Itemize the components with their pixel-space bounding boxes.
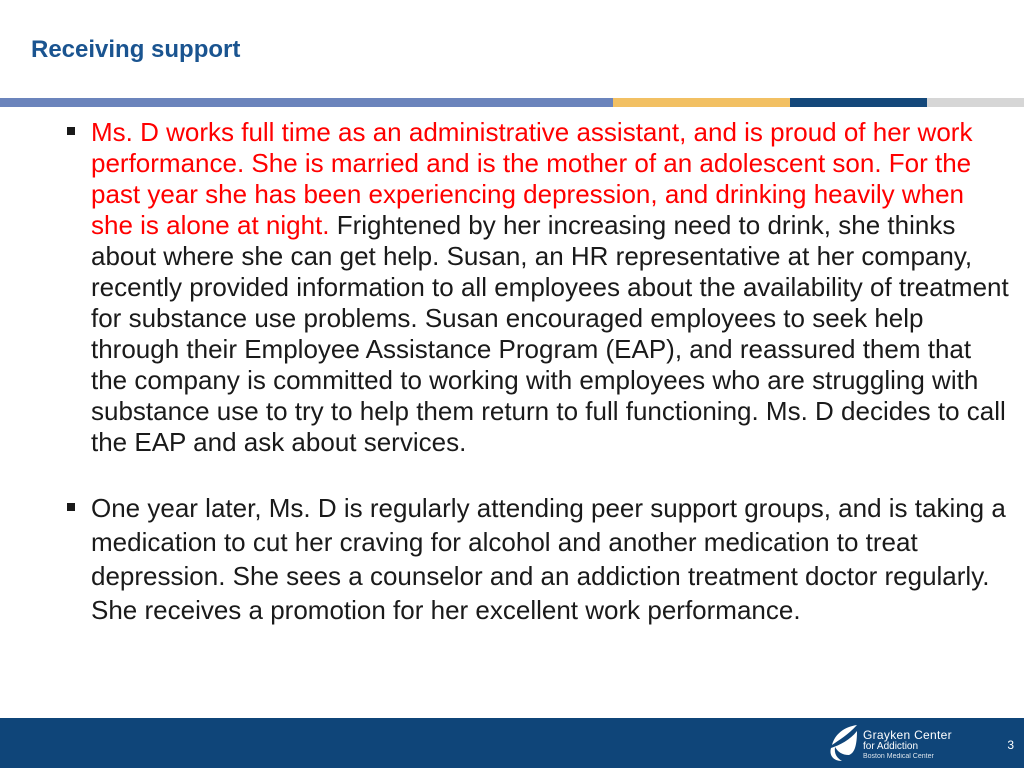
logo-line-1: Grayken Center <box>863 728 952 742</box>
square-bullet-icon <box>67 127 75 135</box>
square-bullet-icon <box>67 503 75 511</box>
footer-bar <box>0 718 1024 768</box>
header-color-bar <box>0 98 1024 107</box>
color-bar-segment-navy <box>790 98 927 107</box>
color-bar-segment-gray <box>927 98 1024 107</box>
logo-line-3: Boston Medical Center <box>863 753 934 760</box>
logo-line-2: for Addiction <box>863 741 919 752</box>
color-bar-segment-gold <box>613 98 790 107</box>
color-bar-segment-blue <box>0 98 613 107</box>
slide-title: Receiving support <box>31 36 241 63</box>
page-number: 3 <box>1007 738 1014 752</box>
bullet-text-highlighted: Ms. D works full time as an administrative assistant, and is proud of her work performance. She is married and is the mother of an adolescent son. For the past year she has been experiencing depression, and drinking heavily when she is alone at night. <box>91 117 973 240</box>
bullet-text: One year later, Ms. D is regularly attending peer support groups, and is taking a medication to cut her craving for alcohol and another medication to treat depression. She sees a counselor and an addiction treatment doctor regularly. She receives a promotion for her excellent work performance. <box>91 493 1006 625</box>
bullet-item-case-story <box>60 117 1010 458</box>
slide-body <box>60 117 1010 627</box>
bullet-item-one-year-later <box>60 491 1010 627</box>
logo-text <box>863 729 952 761</box>
leaf-icon <box>826 724 860 762</box>
bullet-text-continued: Frightened by her increasing need to drink, she thinks about where she can get help. Susan, an HR representative at her company, recently provided information to all employees about the availability of treatment for substance use problems. Susan encouraged employees to seek help through their Employee Assistance Program (EAP), and reassured them that the company is committed to working with employees who are struggling with substance use to try to help them return to full functioning. Ms. D decides to call the EAP and ask about services. <box>91 210 1009 457</box>
